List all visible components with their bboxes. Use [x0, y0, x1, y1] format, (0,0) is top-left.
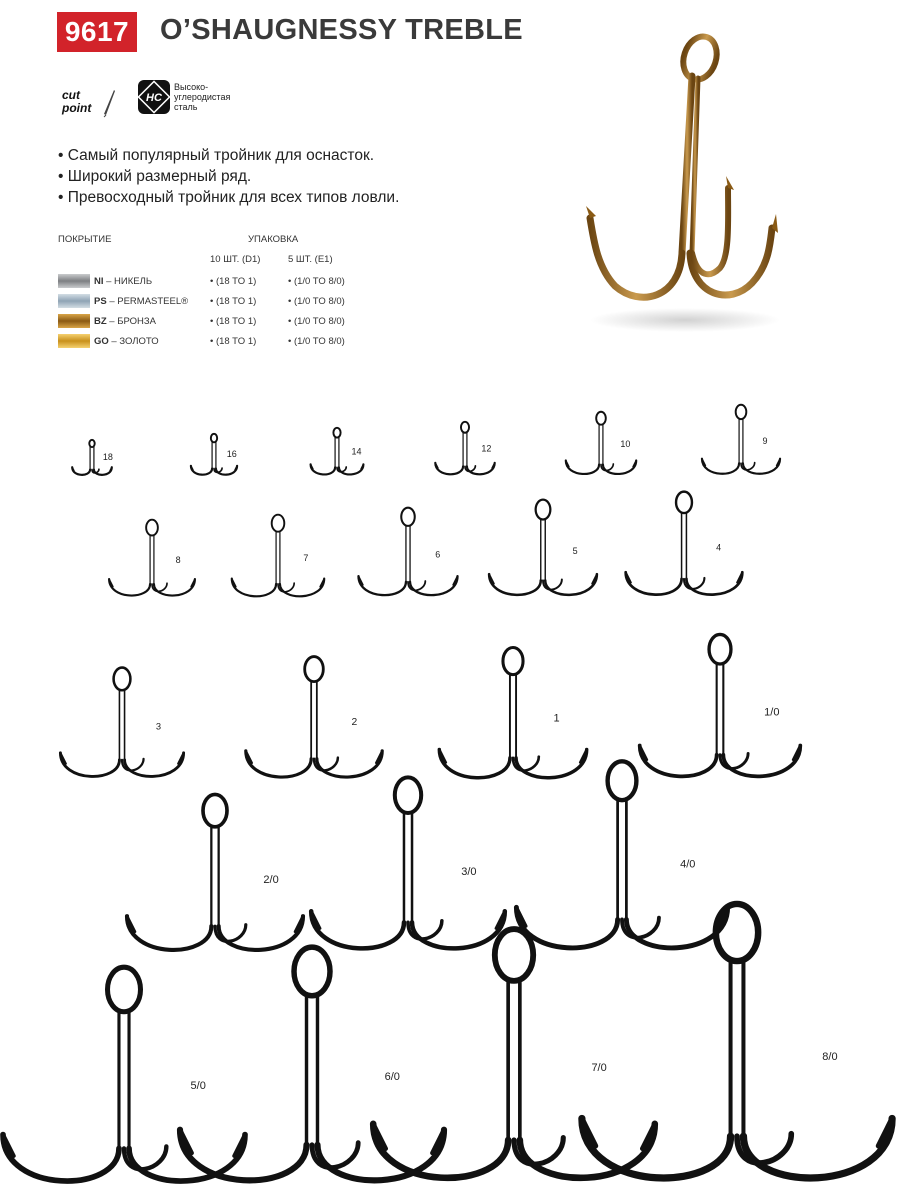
hc-mark: HC [146, 92, 162, 104]
hook-size-label: 5 [572, 545, 578, 556]
hook-size-14 [311, 428, 364, 475]
hook-size-2 [246, 657, 382, 778]
hook-size-label: 7 [303, 553, 309, 564]
pack-col1-header: 10 ШТ. (D1) [210, 254, 261, 265]
hook-size-label: 2 [351, 717, 358, 729]
hook-size-8 [109, 520, 195, 596]
hook-size-5 [489, 500, 597, 595]
hook-size-label: 2/0 [263, 874, 279, 886]
hook-size-label: 12 [481, 443, 492, 454]
hook-size-label: 6/0 [384, 1071, 400, 1083]
hook-size-8-0 [582, 904, 892, 1178]
hook-size-label: 18 [102, 451, 113, 462]
hook-size-label: 8/0 [822, 1051, 838, 1064]
hook-size-2-0 [127, 794, 303, 950]
hook-size-6-0 [180, 947, 444, 1180]
table-row: GO – ЗОЛОТО • (18 TO 1) • (1/0 TO 8/0) [58, 332, 378, 352]
hook-size-label: 14 [351, 446, 362, 457]
model-number-badge: 9617 [57, 12, 137, 52]
hook-size-3-0 [311, 777, 505, 948]
hook-size-label: 16 [226, 449, 237, 460]
hook-size-label: 9 [762, 436, 768, 447]
hook-size-1 [439, 647, 586, 777]
packaging-header: УПАКОВКА [248, 234, 299, 245]
hook-size-5-0 [3, 967, 245, 1181]
coating-header: ПОКРЫТИЕ [58, 234, 112, 245]
high-carbon-caption: Высоко- углеродистая сталь [174, 82, 231, 112]
hook-size-10 [566, 412, 636, 474]
feature-item: • Самый популярный тройник для оснасток. [58, 147, 375, 164]
cutpoint-word-2: point [62, 101, 92, 115]
hook-size-label: 3 [155, 721, 162, 732]
hook-size-label: 1/0 [764, 706, 780, 719]
hook-size-label: 5/0 [190, 1080, 206, 1092]
hook-size-16 [191, 434, 237, 475]
hook-size-18 [72, 440, 113, 475]
pack-col2-header: 5 ШТ. (E1) [288, 254, 333, 265]
feature-item: • Широкий размерный ряд. [58, 168, 252, 185]
hook-size-label: 6 [435, 549, 441, 560]
hook-size-4 [626, 492, 743, 595]
table-row: BZ – БРОНЗА • (18 TO 1) • (1/0 TO 8/0) [58, 312, 378, 332]
feature-item: • Превосходный тройник для всех типов ловли. [58, 189, 400, 206]
table-row: NI – НИКЕЛЬ • (18 TO 1) • (1/0 TO 8/0) [58, 272, 378, 292]
hook-size-3 [60, 668, 183, 777]
hook-size-6 [359, 508, 458, 595]
hook-size-label: 4/0 [680, 858, 696, 871]
cutpoint-word-1: cut [62, 88, 80, 102]
hook-size-4-0 [516, 761, 727, 948]
hook-size-7 [232, 515, 324, 597]
table-row: PS – PERMASTEEL® • (18 TO 1) • (1/0 TO 8/0) [58, 292, 378, 312]
hook-size-label: 7/0 [591, 1061, 607, 1074]
product-title: O’SHAUGNESSY TREBLE [160, 14, 523, 46]
hook-size-9 [702, 405, 780, 474]
hook-size-label: 10 [620, 439, 631, 450]
hook-size-7-0 [373, 929, 655, 1178]
hook-size-1-0 [640, 634, 801, 776]
hook-size-label: 3/0 [461, 865, 477, 878]
hook-size-label: 1 [553, 712, 560, 725]
hook-size-label: 4 [716, 542, 722, 553]
hook-size-label: 8 [175, 554, 181, 565]
hook-size-12 [435, 422, 494, 474]
